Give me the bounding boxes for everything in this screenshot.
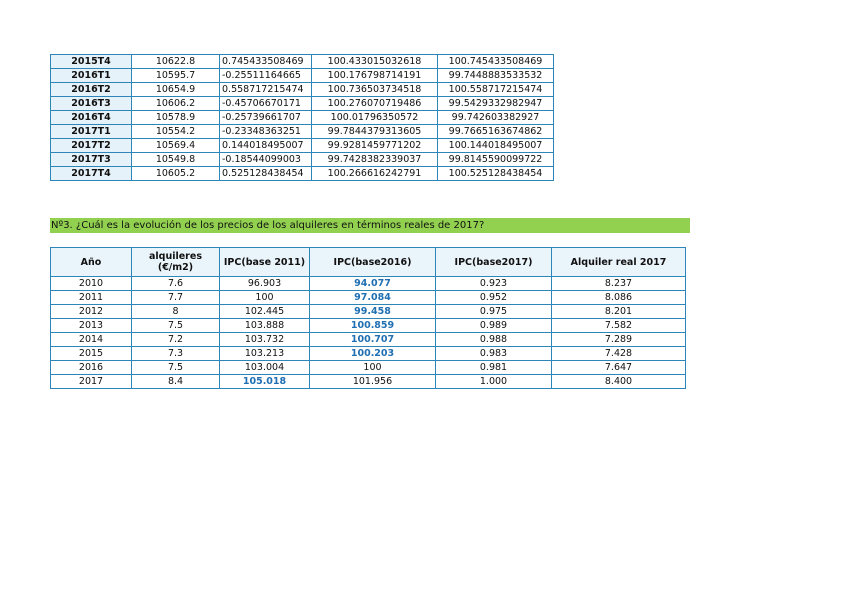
variation-cell: 0.525128438454 [220,167,312,181]
table-row [51,347,686,361]
index-cell: 100.01796350572 [312,111,438,125]
ipc-2017-cell: 0.989 [436,319,552,333]
table-row [51,361,686,375]
quarter-cell: 2016T2 [51,83,132,97]
ipc-2017-cell: 0.981 [436,361,552,375]
index-cell: 100.176798714191 [312,69,438,83]
table-row [51,375,686,389]
value-cell: 10569.4 [132,139,220,153]
table-row [51,111,554,125]
ipc-2017-cell: 0.952 [436,291,552,305]
table-row [51,83,554,97]
table-row [51,167,554,181]
ipc-2017-cell: 0.988 [436,333,552,347]
ipc-2011-cell: 103.004 [220,361,310,375]
index-cell: 99.8145590099722 [438,153,554,167]
ipc-2011-cell: 103.888 [220,319,310,333]
variation-cell: -0.23348363251 [220,125,312,139]
index-cell: 100.433015032618 [312,55,438,69]
quarterly-table-body [51,55,554,181]
year-cell: 2015 [51,347,132,361]
rent-evolution-table [50,247,686,389]
ipc-2016-cell: 101.956 [310,375,436,389]
index-cell: 99.742603382927 [438,111,554,125]
index-cell: 100.525128438454 [438,167,554,181]
year-cell: 2017 [51,375,132,389]
table-row [51,55,554,69]
ipc-2017-cell: 0.923 [436,277,552,291]
real-rent-cell: 8.400 [552,375,686,389]
index-cell: 100.144018495007 [438,139,554,153]
header-year: Año [51,248,132,277]
header-row [51,248,686,277]
value-cell: 10605.2 [132,167,220,181]
year-cell: 2012 [51,305,132,319]
header-real-rent-2017: Alquiler real 2017 [552,248,686,277]
ipc-2011-cell: 102.445 [220,305,310,319]
ipc-2011-cell: 96.903 [220,277,310,291]
year-cell: 2011 [51,291,132,305]
rent-cell: 7.6 [132,277,220,291]
variation-cell: -0.25511164665 [220,69,312,83]
table-row [51,139,554,153]
header-ipc-2017: IPC(base2017) [436,248,552,277]
variation-cell: 0.558717215474 [220,83,312,97]
index-cell: 100.266616242791 [312,167,438,181]
ipc-2016-cell: 94.077 [310,277,436,291]
index-cell: 99.9281459771202 [312,139,438,153]
variation-cell: 0.144018495007 [220,139,312,153]
ipc-2016-cell: 100.203 [310,347,436,361]
value-cell: 10654.9 [132,83,220,97]
index-cell: 100.745433508469 [438,55,554,69]
table-row [51,125,554,139]
table-row [51,153,554,167]
header-rent: alquileres (€/m2) [132,248,220,277]
table-row [51,305,686,319]
index-cell: 99.7844379313605 [312,125,438,139]
quarterly-table [50,54,554,181]
table-row [51,333,686,347]
ipc-2016-cell: 100 [310,361,436,375]
table-row [51,291,686,305]
value-cell: 10595.7 [132,69,220,83]
index-cell: 100.558717215474 [438,83,554,97]
ipc-2016-cell: 100.707 [310,333,436,347]
table-row [51,97,554,111]
rent-evolution-table-body [51,277,686,389]
real-rent-cell: 7.289 [552,333,686,347]
rent-cell: 7.3 [132,347,220,361]
ipc-2016-cell: 100.859 [310,319,436,333]
quarter-cell: 2017T1 [51,125,132,139]
value-cell: 10554.2 [132,125,220,139]
rent-cell: 7.5 [132,361,220,375]
ipc-2016-cell: 99.458 [310,305,436,319]
ipc-2017-cell: 0.983 [436,347,552,361]
ipc-2011-cell: 103.213 [220,347,310,361]
index-cell: 99.7428382339037 [312,153,438,167]
table-row [51,69,554,83]
quarter-cell: 2016T4 [51,111,132,125]
ipc-2011-cell: 105.018 [220,375,310,389]
header-ipc-2016: IPC(base2016) [310,248,436,277]
ipc-2011-cell: 100 [220,291,310,305]
rent-cell: 8 [132,305,220,319]
table-row [51,277,686,291]
rent-cell: 7.5 [132,319,220,333]
variation-cell: 0.745433508469 [220,55,312,69]
index-cell: 99.7665163674862 [438,125,554,139]
variation-cell: -0.25739661707 [220,111,312,125]
ipc-2017-cell: 1.000 [436,375,552,389]
value-cell: 10606.2 [132,97,220,111]
variation-cell: -0.18544099003 [220,153,312,167]
real-rent-cell: 7.582 [552,319,686,333]
value-cell: 10549.8 [132,153,220,167]
year-cell: 2010 [51,277,132,291]
index-cell: 100.736503734518 [312,83,438,97]
quarter-cell: 2017T3 [51,153,132,167]
quarter-cell: 2015T4 [51,55,132,69]
variation-cell: -0.45706670171 [220,97,312,111]
rent-cell: 8.4 [132,375,220,389]
quarter-cell: 2016T3 [51,97,132,111]
quarter-cell: 2016T1 [51,69,132,83]
value-cell: 10578.9 [132,111,220,125]
ipc-2011-cell: 103.732 [220,333,310,347]
real-rent-cell: 8.201 [552,305,686,319]
quarter-cell: 2017T2 [51,139,132,153]
header-ipc-2011: IPC(base 2011) [220,248,310,277]
ipc-2017-cell: 0.975 [436,305,552,319]
index-cell: 99.7448883533532 [438,69,554,83]
year-cell: 2013 [51,319,132,333]
table-row [51,319,686,333]
index-cell: 100.276070719486 [312,97,438,111]
quarter-cell: 2017T4 [51,167,132,181]
real-rent-cell: 8.237 [552,277,686,291]
ipc-2016-cell: 97.084 [310,291,436,305]
rent-cell: 7.7 [132,291,220,305]
year-cell: 2014 [51,333,132,347]
real-rent-cell: 7.647 [552,361,686,375]
value-cell: 10622.8 [132,55,220,69]
index-cell: 99.5429332982947 [438,97,554,111]
real-rent-cell: 7.428 [552,347,686,361]
rent-cell: 7.2 [132,333,220,347]
question-3-title: Nº3. ¿Cuál es la evolución de los precios de los alquileres en términos reales de 2017? [50,218,690,233]
year-cell: 2016 [51,361,132,375]
real-rent-cell: 8.086 [552,291,686,305]
